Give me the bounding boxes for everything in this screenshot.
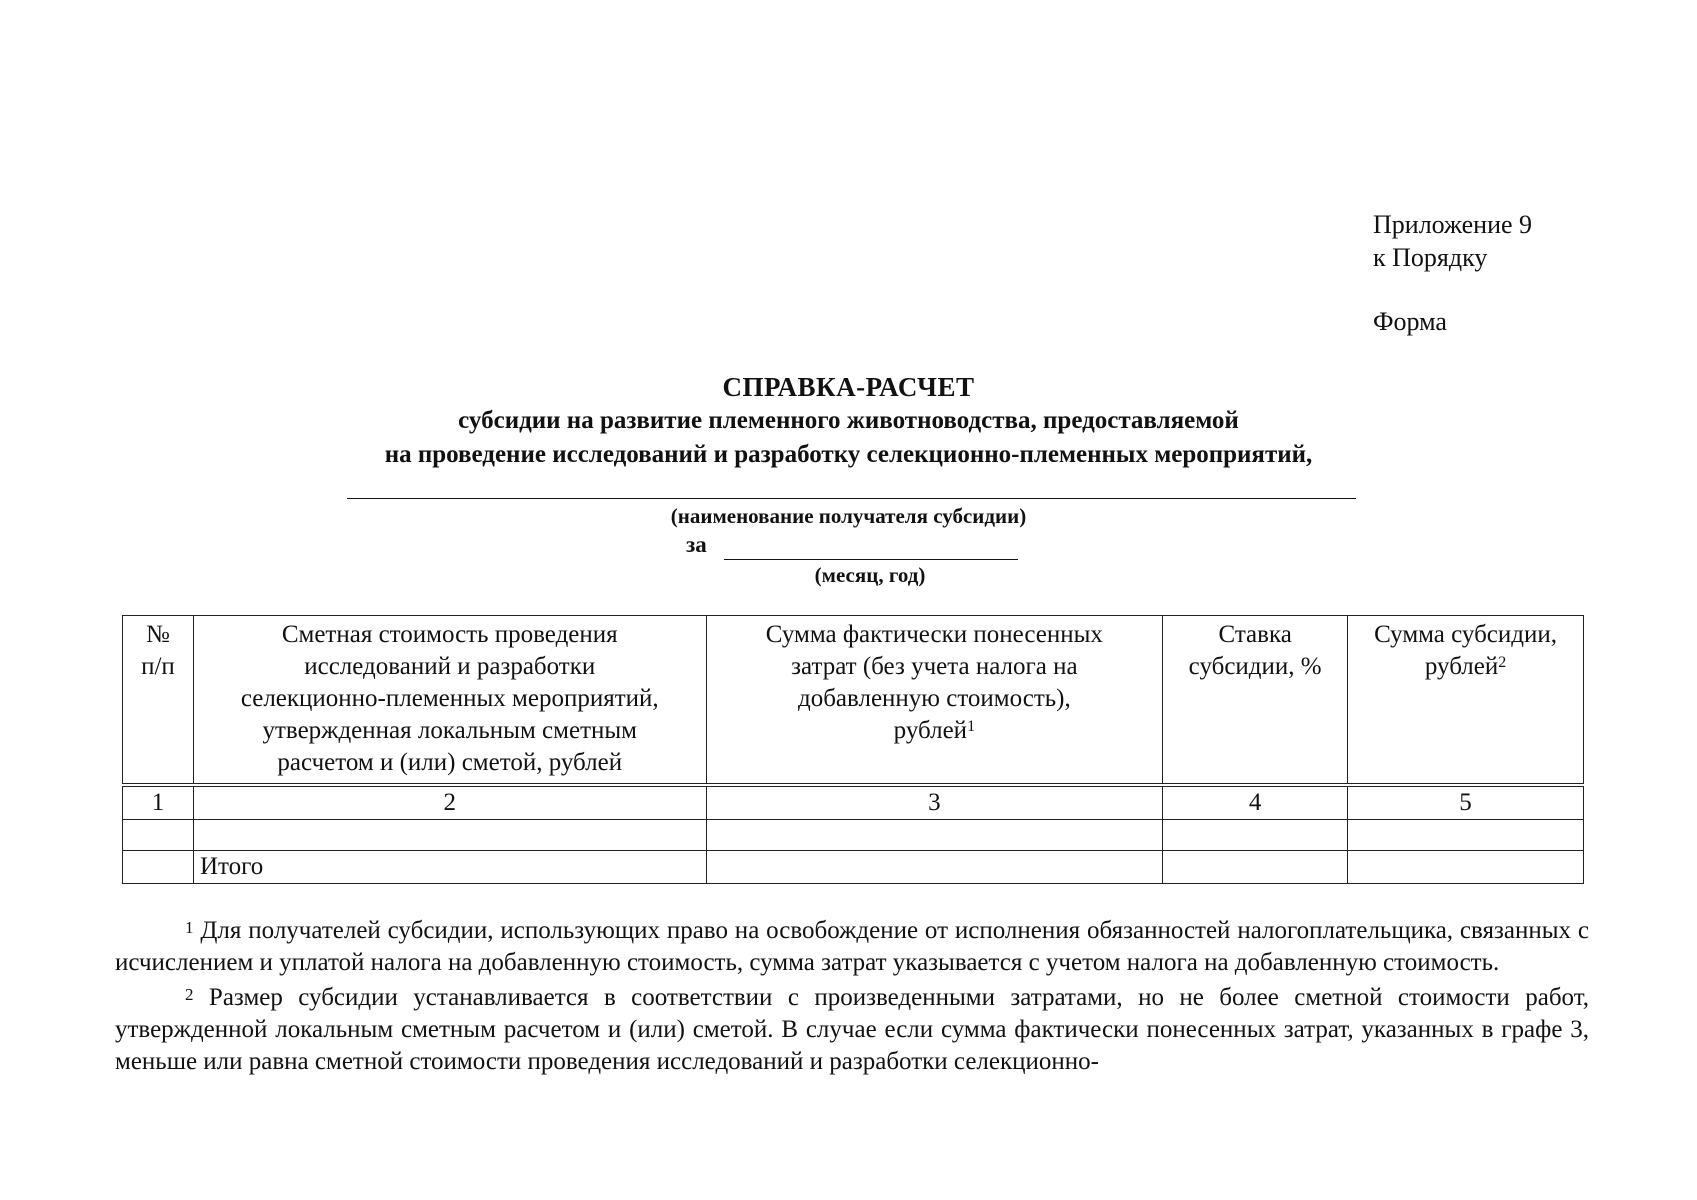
header-estimated-cost: Сметная стоимость проведения исследований и разработки селекционно-племенных мероприятий, утвержденная локальным сметным расчетом и (или) сметой, рублей bbox=[193, 616, 706, 786]
column-number: 4 bbox=[1163, 785, 1348, 820]
table-cell[interactable] bbox=[123, 820, 194, 851]
document-title: СПРАВКА-РАСЧЕТ bbox=[722, 372, 975, 402]
table-cell[interactable] bbox=[1348, 820, 1584, 851]
period-caption: (месяц, год) bbox=[814, 563, 926, 587]
column-number: 3 bbox=[706, 785, 1163, 820]
header-actual-costs: Сумма фактически понесенных затрат (без учета налога на добавленную стоимость), рублей$^1$ bbox=[706, 616, 1163, 786]
total-row bbox=[123, 851, 1584, 884]
footnotes bbox=[115, 915, 1589, 1078]
table-cell[interactable] bbox=[1163, 820, 1348, 851]
table-header-row bbox=[123, 616, 1584, 786]
document-subtitle-line2: на проведение исследований и разработку селекционно-племенных мероприятий, bbox=[384, 441, 1313, 468]
column-number: 5 bbox=[1348, 785, 1584, 820]
column-number-row bbox=[123, 785, 1584, 820]
total-rate-cell[interactable] bbox=[1163, 851, 1348, 884]
appendix-reference bbox=[1373, 208, 1532, 338]
header-number: № п/п bbox=[123, 616, 194, 786]
form-label: Форма bbox=[1373, 307, 1447, 336]
subsidy-calculation-table bbox=[122, 615, 1584, 884]
table-row bbox=[123, 820, 1584, 851]
period-blank[interactable] bbox=[724, 559, 1018, 560]
table-cell[interactable] bbox=[706, 820, 1163, 851]
total-label: Итого bbox=[193, 851, 706, 884]
header-subsidy-amount: Сумма субсидии, рублей$^2$ bbox=[1348, 616, 1584, 786]
period-prefix: за bbox=[686, 532, 707, 557]
footnote-2: $^2$ Размер субсидии устанавливается в соответствии с произведенными затратами, но не более сметной стоимости работ, утвержденной локальным сметным расчетом и (или) сметой. В случае если сумма фактически понесенных затрат, указанных в графе 3, меньше или равна сметной стоимости проведения исследований и разработки селекционно- bbox=[115, 984, 1590, 1075]
footnote-ref-1: 1 bbox=[967, 718, 976, 735]
table-cell[interactable] bbox=[123, 851, 194, 884]
footnote-1: $^1$ Для получателей субсидии, использующих право на освобождение от исполнения обязанностей налогоплательщика, связанных с исчислением и уплатой налога на добавленную стоимость, сумма затрат указывается с учетом налога на добавленную стоимость. bbox=[115, 917, 1589, 976]
column-number: 1 bbox=[123, 785, 194, 820]
total-actual-costs-cell[interactable] bbox=[706, 851, 1163, 884]
appendix-number: Приложение 9 bbox=[1373, 210, 1533, 239]
recipient-name-blank[interactable] bbox=[347, 498, 1356, 499]
document-subtitle-line1: субсидии на развитие племенного животноводства, предоставляемой bbox=[458, 407, 1239, 434]
recipient-caption: (наименование получателя субсидии) bbox=[670, 504, 1027, 528]
table-cell[interactable] bbox=[193, 820, 706, 851]
appendix-order: к Порядку bbox=[1373, 243, 1488, 272]
column-number: 2 bbox=[193, 785, 706, 820]
footnote-ref-2: 2 bbox=[1498, 654, 1507, 671]
header-subsidy-rate: Ставка субсидии, % bbox=[1163, 616, 1348, 786]
total-subsidy-cell[interactable] bbox=[1348, 851, 1584, 884]
